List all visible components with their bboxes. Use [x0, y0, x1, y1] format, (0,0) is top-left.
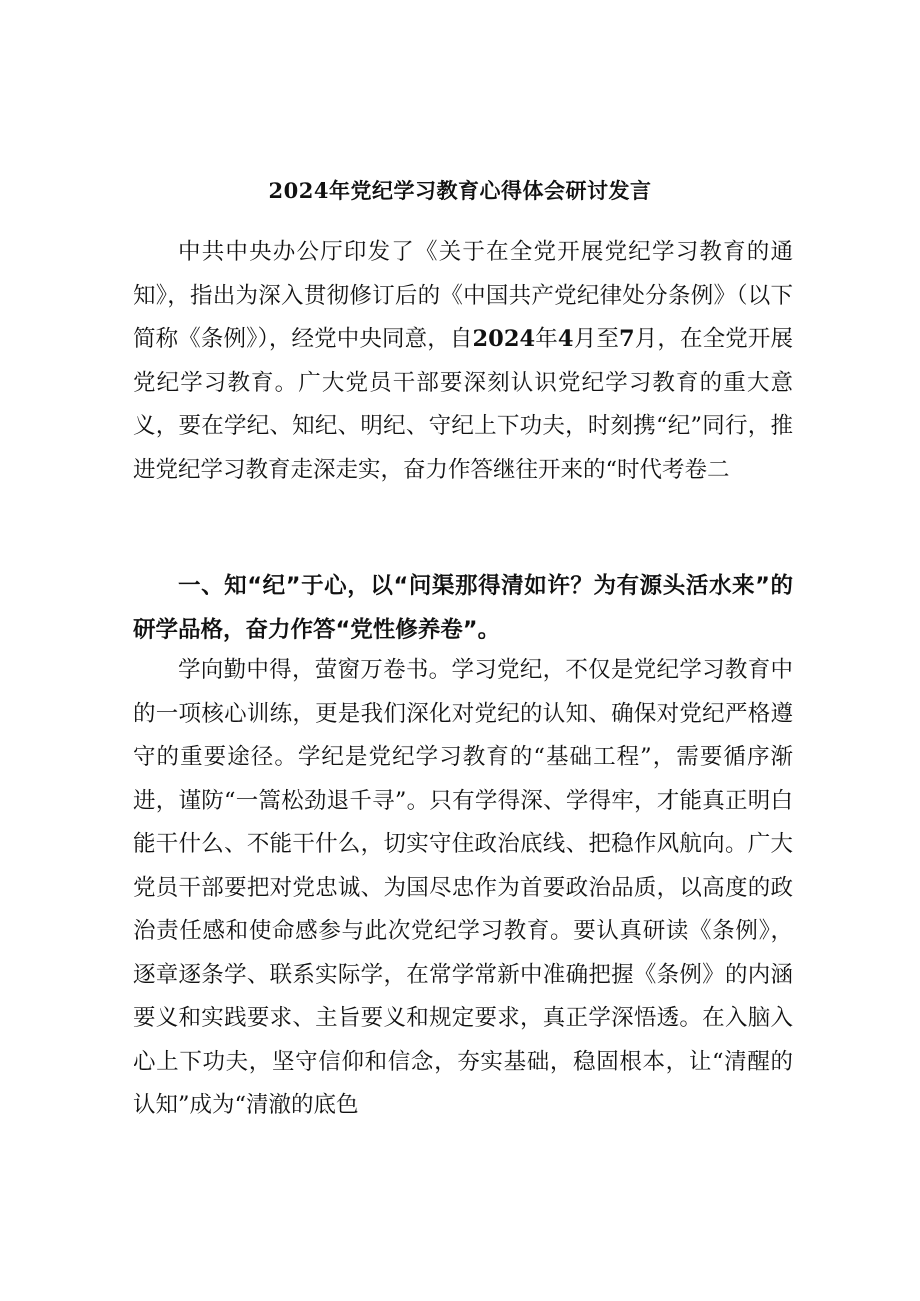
intro-start-month: 4: [557, 326, 574, 352]
intro-text-segment: 月至: [573, 326, 619, 352]
intro-year: 2024: [472, 326, 536, 352]
document-title: 2024年党纪学习教育心得体会研讨发言: [268, 178, 652, 203]
intro-text-segment: 年: [535, 326, 558, 352]
intro-end-month: 7: [618, 326, 635, 352]
intro-text-segment: 中共中央办公厅印发了《关于在全党开展党纪学习教育的通知》，指出为深入贯彻修订后的《中国共产党纪律处分条例》（以下简称《条例》），经党中央同意，自: [133, 239, 793, 352]
section-heading-1: 一、知“纪”于心，以“问渠那得清如许？为有源头活水来”的研学品格，奋力作答“党性修养卷”。: [133, 573, 793, 643]
intro-paragraph: [133, 231, 793, 492]
intro-text-segment: 月，在全党开展党纪学习教育。广大党员干部要深刻认识党纪学习教育的重大意义，要在学纪、知纪、明纪、守纪上下功夫，时刻携“纪”同行，推进党纪学习教育走深走实，奋力作答继往开来的“时代考卷二: [133, 326, 793, 483]
section-1-paragraph: 学向勤中得，萤窗万卷书。学习党纪，不仅是党纪学习教育中的一项核心训练，更是我们深化对党纪的认知、确保对党纪严格遵守的重要途径。学纪是党纪学习教育的“基础工程”，需要循序渐进，谨防“一篙松劲退千寻”。只有学得深、学得牢，才能真正明白能干什么、不能干什么，切实守住政治底线、把稳作风航向。广大党员干部要把对党忠诚、为国尽忠作为首要政治品质，以高度的政治责任感和使命感参与此次党纪学习教育。要认真研读《条例》，逐章逐条学、联系实际学，在常学常新中准确把握《条例》的内涵要义和实践要求、主旨要义和规定要求，真正学深悟透。在入脑入心上下功夫，坚守信仰和信念，夯实基础，稳固根本，让“清醒的认知”成为“清澈的底色: [133, 657, 793, 1118]
